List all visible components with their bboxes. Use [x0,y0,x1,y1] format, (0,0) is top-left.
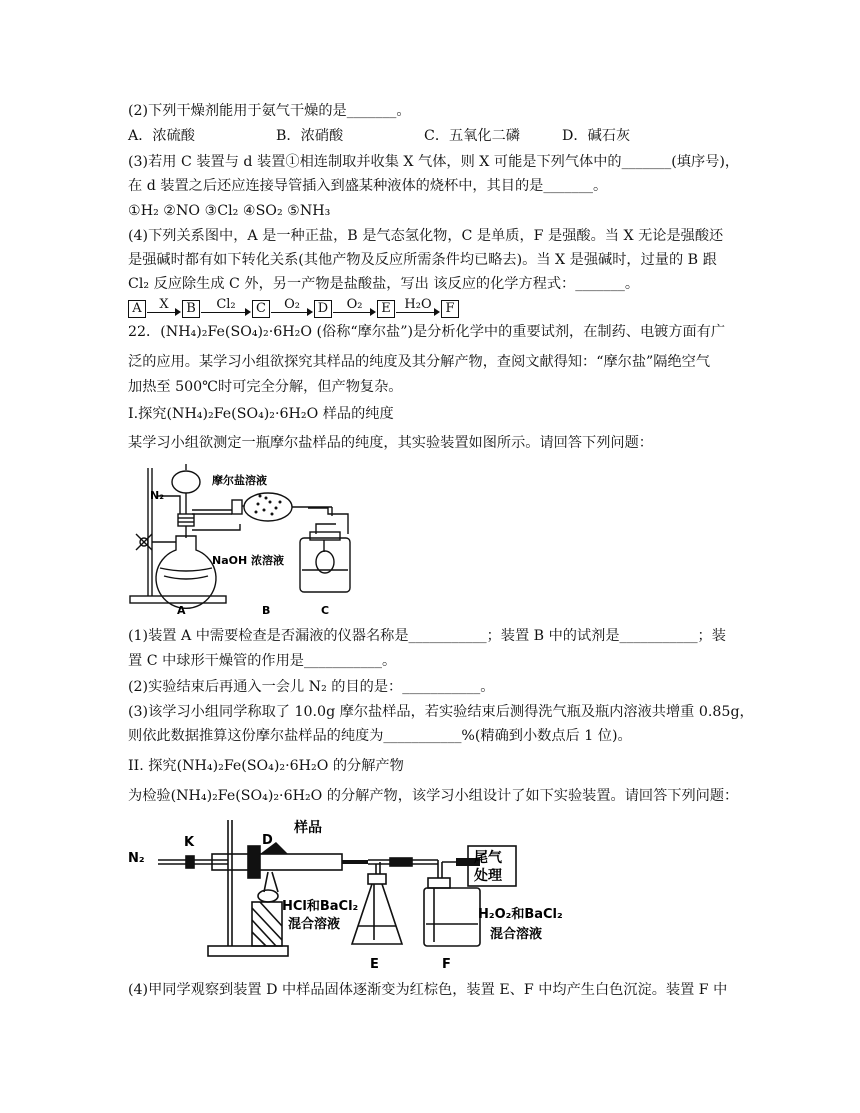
option-a[interactable]: A．浓硫酸 [128,128,195,144]
q2-stem: (2)下列干燥剂能用于氨气干燥的是_______。 [128,103,411,119]
part1-q3-line1: (3)该学习小组同学称取了 10.0g 摩尔盐样品，若实验结束后测得洗气瓶及瓶内溶液共增重 0.85g， [128,704,754,720]
chain-node-c: C [252,300,270,318]
fig2-sample-label: 样品 [294,820,322,836]
fig1-n2-label: N₂ [150,489,165,502]
chain-node-d: D [314,300,332,318]
fig2-e-label: E [370,957,379,972]
q4-line1: (4)下列关系图中，A 是一种正盐，B 是气态氢化物，C 是单质，F 是强酸。当 X 无论是强酸还 [128,228,724,244]
fig2-tail-line1: 尾气 [474,850,502,866]
fig2-n2-label: N₂ [128,851,145,866]
part1-q1-line2: 置 C 中球形干燥管的作用是___________。 [128,653,397,669]
option-d[interactable]: D．碱石灰 [562,128,631,144]
part2-title: II. 探究(NH₄)₂Fe(SO₄)₂·6H₂O 的分解产物 [128,758,404,774]
fig1-naoh-label: NaOH 浓溶液 [212,554,285,567]
fig1-label-b: B [262,604,271,617]
q22-line2: 泛的应用。某学习小组欲探究其样品的纯度及其分解产物，查阅文献得知：“摩尔盐”隔绝空气 [128,354,711,370]
part2-q4: (4)甲同学观察到装置 D 中样品固体逐渐变为红棕色，装置 E、F 中均产生白色沉淀。装置 F 中 [128,982,728,998]
fig2-h2o2-line2: 混合溶液 [490,927,543,942]
chain-node-f: F [441,300,459,318]
q4-line2: 是强碱时都有如下转化关系(其他产物及反应所需条件均已略去)。当 X 是强碱时，过量的 B 跟 [128,252,717,268]
option-c[interactable]: C．五氧化二磷 [424,128,520,144]
q3-line1: (3)若用 C 装置与 d 装置①相连制取并收集 X 气体，则 X 可能是下列气体中的_______(填序号)， [128,154,740,170]
fig1-label-c: C [321,604,330,617]
part1-intro: 某学习小组欲测定一瓶摩尔盐样品的纯度，其实验装置如图所示。请回答下列问题： [128,435,653,451]
q22-line3: 加热至 500℃时可完全分解，但产物复杂。 [128,379,403,395]
part1-title: I.探究(NH₄)₂Fe(SO₄)₂·6H₂O 样品的纯度 [128,406,394,422]
fig1-mohr-label: 摩尔盐溶液 [212,474,267,487]
fig2-h2o2-line1: H₂O₂和BaCl₂ [478,907,563,922]
part2-intro: 为检验(NH₄)₂Fe(SO₄)₂·6H₂O 的分解产物，该学习小组设计了如下实验装置。请回答下列问题： [128,788,739,804]
chain-node-a: A [128,300,146,318]
fig2-tail-line2: 处理 [474,868,502,884]
fig1-label-a: A [177,604,186,617]
fig2-k-label: K [184,835,195,850]
q3-choices: ①H₂ ②NO ③Cl₂ ④SO₂ ⑤NH₃ [128,203,331,219]
fig2-d-label: D [262,833,273,848]
fig2-hcl-line1: HCl和BaCl₂ [282,899,359,914]
part1-q3-line2: 则依此数据推算这份摩尔盐样品的纯度为___________%(精确到小数点后 1 位)。 [128,728,632,744]
q4-line3: Cl₂ 反应除生成 C 外，另一产物是盐酸盐，写出 该反应的化学方程式：_______。 [128,276,640,292]
option-b[interactable]: B．浓硝酸 [276,128,344,144]
q22-line1: 22．(NH₄)₂Fe(SO₄)₂·6H₂O (俗称“摩尔盐”)是分析化学中的重要试剂，在制药、电镀方面有广 [128,324,726,340]
part1-q1-line1: (1)装置 A 中需要检查是否漏液的仪器名称是___________；装置 B 中的试剂是___________；装 [128,628,726,644]
q3-line2: 在 d 装置之后还应连接导管插入到盛某种液体的烧杯中，其目的是_______。 [128,178,608,194]
fig2-hcl-line2: 混合溶液 [288,917,341,932]
apparatus-figure-1 [128,458,448,618]
apparatus-figure-2 [128,816,578,978]
chain-node-e: E [377,300,395,318]
q2-options [128,126,710,146]
fig2-f-label: F [442,957,451,972]
part1-q2: (2)实验结束后再通入一会儿 N₂ 的目的是：___________。 [128,679,495,695]
chain-node-b: B [182,300,200,318]
